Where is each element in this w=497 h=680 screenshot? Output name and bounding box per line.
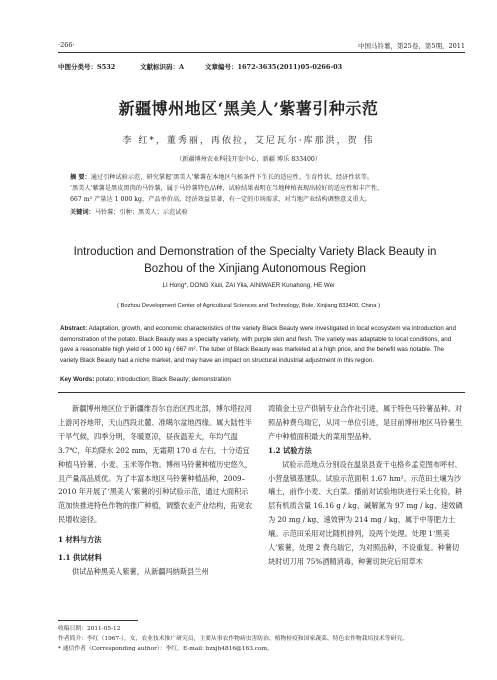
- en-abstract-text: Adaptation, growth, and economic characteristics of the variety Black Beauty were investigated in local ecosystem via introduction and demonstration of the potato. Black Beauty was a specialty variety, with purple skin and flesh. The variety was adaptable to local conditions, and gave a reasonable high yield of 1 000 kg / 667 m². The tuber of Black Beauty was marketed at a high price, and the benefit was notable. The variety Black Beauty had a niche market, and may have an impact on structural industrial adjustment in this region.: [60, 325, 456, 364]
- footnote-corresponding: * 通信作者（Corresponding author）：李红，E-mail: bzxjh4816@163.com。: [58, 646, 273, 652]
- en-keywords-label: Key Words:: [60, 376, 95, 383]
- cn-abstract-label: 摘 要：: [70, 174, 91, 181]
- cn-keywords: 马铃薯；引种；黑美人；示范试验: [94, 209, 188, 216]
- footnote-rule: [58, 620, 138, 621]
- en-title: Introduction and Demonstration of the Specialty Variety Black Beauty in Bozhou of the Xinjiang Autonomous Region: [73, 246, 437, 275]
- cn-abstract-line: ‘黑美人’紫薯是黑皮黑肉的马铃薯，属于马铃薯特色品种，试验结果表明在当地种植表现出较好的适应性和丰产性，: [70, 185, 384, 192]
- footnote-received: 收稿日期：2011-05-12: [58, 626, 121, 632]
- cn-affiliation: （新疆博州农业科技开发中心，新疆 博乐 833400）: [175, 156, 322, 163]
- body-left-column: [58, 402, 253, 579]
- article-number: 文章编号：1672-3635(2011)05-0266-03: [205, 63, 343, 71]
- footnote: [58, 624, 458, 654]
- en-keywords: potato; introduction; Black Beauty; demonstration: [96, 376, 231, 383]
- en-abstract-label: Abstract:: [60, 325, 88, 332]
- cn-title: 新疆博州地区‘黑美人’紫薯引种示范: [118, 99, 379, 118]
- body-paragraph: 供试品种黑美人紫薯，从新疆玛纳斯县兰州: [72, 566, 209, 576]
- abstract-rule: [58, 392, 465, 393]
- en-abstract: [60, 324, 460, 366]
- footnote-author-bio: 作者简介：李红（1967-），女，农业技术推广研究员，主要从事农作物病虫害防治、植物检疫和国家蔬菜、特色农作物栽培技术等研究。: [58, 636, 409, 642]
- cn-abstract-line: 667 m² 产量达 1 000 kg，产品单价高，经济效益显著，有一定的市场需求，对当地产业结构调整意义重大。: [70, 196, 371, 203]
- section-heading: 1 材料与方法: [58, 535, 102, 545]
- header-rule: [58, 52, 465, 53]
- body-right-column: [268, 402, 463, 569]
- subsection-heading: 1.2 试验方法: [268, 445, 312, 455]
- en-authors: LI Hong*, DONG Xiuli, ZAI Yila, AINIWAER Kunahong, HE Wei: [162, 282, 335, 289]
- cn-keywords-label: 关键词：: [70, 209, 95, 216]
- clc-number: 中图分类号：S532: [58, 63, 116, 71]
- en-keywords-line: [60, 376, 460, 383]
- body-paragraph: 试验示范地点分别设在温泉县查干屯格乡孟克图布呼村、小营盘镇基建队。试验示范面积 1.67 hm²。示范田土壤为沙壤土，前作小麦、大白菜。播前对试验地块进行采土化验，耕层有机质含量 16.16 g / kg、碱解氮为 97 mg / kg、速效磷为 20 mg / kg、速效钾为 214 mg / kg，属于中等肥力土壤。示范田采用对比随机排列，设两个处理。处理 1‘黑美人’紫薯，处理 2 费乌瑞它，为对照品种，不设重复。种薯切块时切刀用 75%酒精消毒，种薯切块完后用草木: [268, 459, 463, 566]
- page-number: ·266·: [58, 41, 75, 49]
- cn-abstract: [70, 172, 458, 218]
- body-paragraph: 新疆博州地区位于新疆维吾尔自治区西北部，博尔塔拉河上游河谷地带，天山西段北麓、准噶尔盆地西缘。属大陆性半干旱气候，四季分明，冬暖夏凉，昼夜温差大，年均气温 3.7℃，年均降水 202 mm，无霜期 170 d 左右，十分适宜种植马铃薯、小麦、玉米等作物。博州马铃薯种植历史悠久，且产量高品质优。为了丰富本地区马铃薯种植品种，2009–2010 年开展了‘黑美人’紫薯的引种试验示范，通过大面积示范加快推进特色作物的推广种植，调整农业产业结构，拓宽农民增收途径。: [58, 404, 253, 525]
- running-header: 中国马铃薯，第25卷，第5期，2011: [358, 42, 465, 50]
- body-paragraph: 湾镇金土豆产供销专业合作社引进，属于特色马铃薯品种。对照品种费乌瑞它，从同一单位引进，是目前博州地区马铃薯生产中种植面积最大的菜用型品种。: [268, 404, 463, 441]
- subsection-heading: 1.1 供试材料: [58, 553, 102, 563]
- cn-abstract-line: 通过引种试验示范，研究掌握‘黑美人’紫薯在本地区气候条件下生长的适应性、生育性状、经济性状等。: [90, 174, 374, 181]
- en-affiliation: ( Bozhou Development Center of Agricultural Sciences and Technology, Bole, Xinjiang 833400, China ): [116, 303, 381, 309]
- document-code: 文献标识码：A: [140, 63, 185, 71]
- cn-authors: 李 红*，董秀丽，再依拉，艾尼瓦尔·库那洪，贺 伟: [122, 136, 375, 146]
